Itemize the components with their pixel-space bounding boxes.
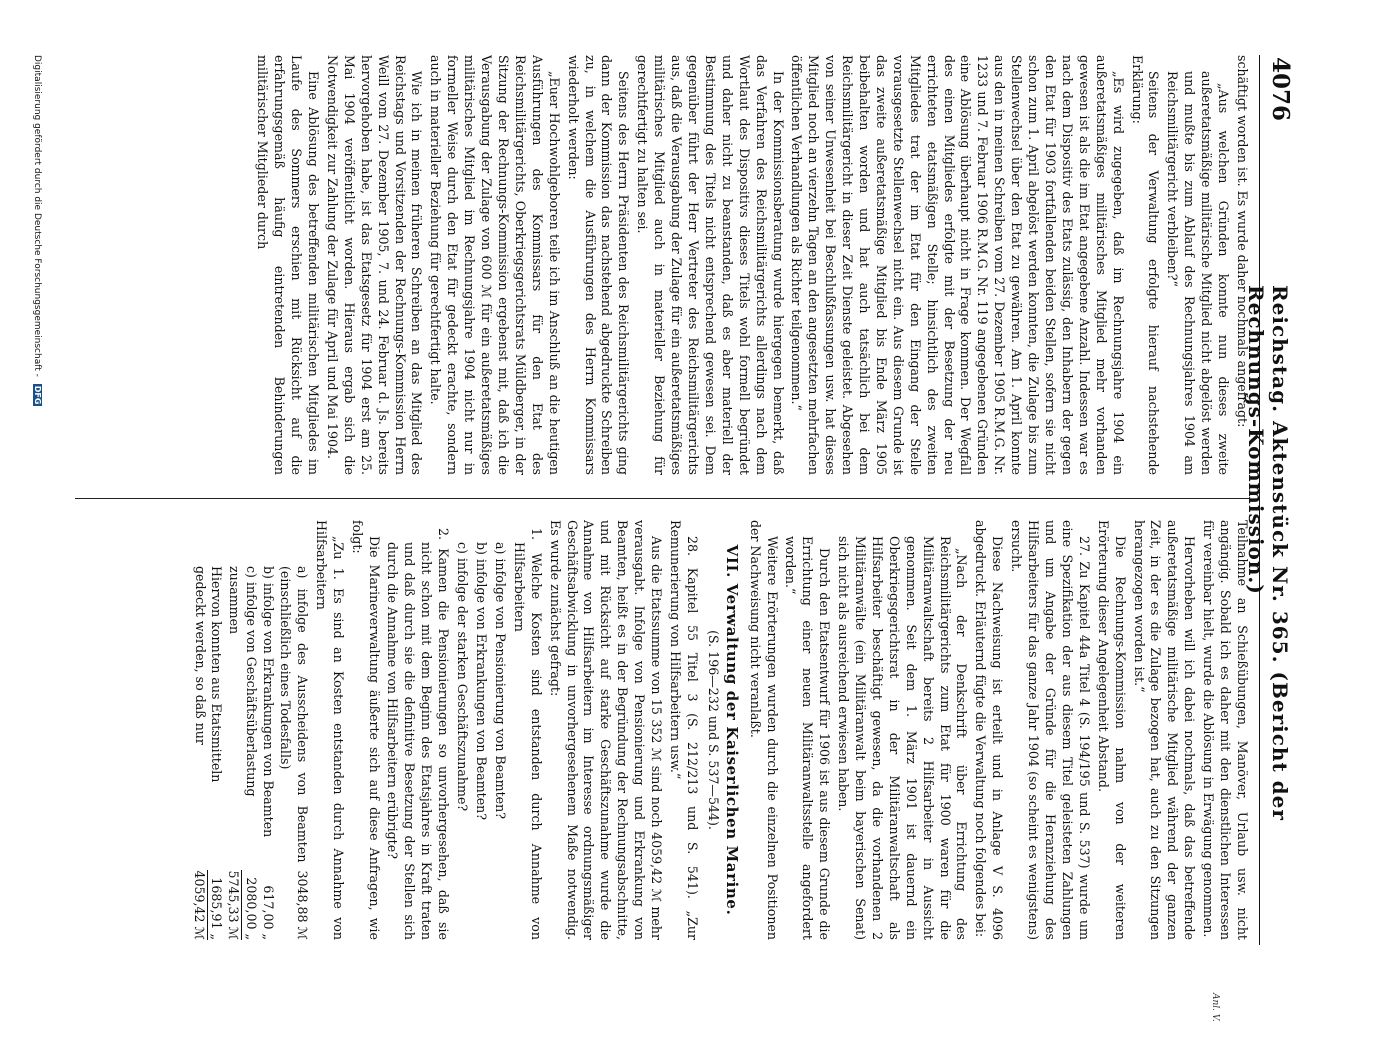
paragraph: Hervorheben will ich dabei nochmals, daß das betreffende außeretatsmäßige militärische Mitglied während der ganzen Zeit, in der es die Zulage bezogen hat, auch zu den Sitzungen herangezogen worden ist.“ (1131, 520, 1198, 940)
page-header (1244, 55, 1300, 945)
subtotal-row (224, 520, 242, 940)
list-text: infolge von Pensionierung von Beamten? (492, 558, 508, 819)
paragraph: Seitens der Verwaltung erfolgte hierauf nachstehende Erklärung: (1129, 55, 1162, 475)
paragraph: Die Rechnungs-Kommission nahm von der weiteren Erörterung dieser Angelegenheit Abstand. (1095, 520, 1128, 940)
paragraph: Wie ich in meinen früheren Schreiben an das Mitglied des Reichstags und Vorsitzenden der Rechnungs-Kommission Herrn Weill vom 27. Dezember 1905, 7. und 24. Februar d. Js. bereits hervorgehoben habe, ist das Etatsgesetz für 1904 erst am 25. Mai 1904 veröffentlicht worden. Hieraus ergab sich die Notwendigkeit zur Zahlung der Zulage für April und Mai 1904. (324, 55, 425, 475)
rotated-page (32, 55, 1300, 1022)
paragraph: In der Kommissionsberatung wurde hiergegen bemerkt, daß das Verfahren des Reichsmilitärgerichts allerdings nach dem Wortlaut des Dispositivs dieses Titels wohl formell begründet und daher nicht zu beanstanden, daß es aber materiell der Bestimmung des Titels nicht entsprechend gewesen sei. Dem gegenüber führt der Herr Vertreter des Reichsmilitärgerichts aus, daß die Verausgabung der Zulage für ein außeretatsmäßiges militärisches Mitglied auch in materieller Beziehung für gerechtfertigt zu halten sei. (635, 55, 786, 475)
amount-value: 2080,00 „ (244, 877, 260, 940)
page-number: 4076 (1267, 57, 1294, 122)
paragraph: „Aus welchen Gründen konnte nun dieses zweite außeretatsmäßige militärische Mitglied nicht abgelöst werden und mußte bis zum Ablauf des Rechnungsjahres 1904 am Reichsmilitärgericht verbleiben?“ (1165, 71, 1232, 475)
list-item (510, 520, 544, 940)
paragraph: Durch den Etatsentwurf für 1906 ist aus diesem Grunde die Errichtung einer neuen Militäranwaltsstelle angefordert worden.“ (783, 536, 833, 940)
list-number: a) (492, 542, 508, 555)
paragraph: 28. Kapitel 55 Titel 3 (S. 212/213 und S. 541). „Zur Remunerierung von Hilfsarbeitern usw.“ (668, 520, 700, 940)
subtotal-value: 5745,33 ℳ (226, 870, 242, 940)
list-number: c) (455, 542, 471, 554)
list-text: Kamen die Pensionierungen so unvorhergesehen, daß sie nicht schon mit dem Beginn des Etatsjahres in Kraft traten und daß durch sie die definitive Besetzung der Stellen sich durch die Annahme von Hilfsarbeitern erübrigte? (385, 542, 452, 940)
margin-note: Anl. V. (1210, 993, 1220, 1022)
amount-value: 3048,88 ℳ (294, 870, 310, 940)
amount-label: a) infolge des Ausscheidens von Beamten (einschließlich eines Todesfalls) (278, 566, 310, 863)
column-divider (75, 498, 1250, 499)
final-label: gedeckt werden, so daß nur (192, 566, 208, 745)
list-item (384, 520, 452, 940)
amount-value: 617,00 „ (261, 885, 277, 940)
deduction-value: 1685,91 „ (209, 877, 225, 940)
deduction-label: Hiervon konnten aus Etatsmitteln (209, 566, 225, 783)
paragraph: schäftigt worden ist. Es wurde daher nochmals angefragt: (1235, 55, 1250, 428)
list-item (491, 520, 508, 940)
paragraph: „Es wird zugegeben, daß im Rechnungsjahre 1904 ein außeretatsmäßiges militärisches Mitglied mehr vorhanden gewesen ist als die im Etat angegebene Anzahl. Indessen war es nach dem Dispositiv des Etats zulässig, den Inhabern der gegen den Etat für 1903 fortfallenden beiden Stellen, sofern sie nicht schon zum 1. April abgelöst werden konnten, die Zulage bis zum Stellenwechsel über den Etat zu gewähren. Am 1. April konnte aus den in meinen Schreiben vom 27. Dezember 1905 R.M.G. Nr. 1233 und 7. Februar 1906 R.M.G. Nr. 119 angegebenen Gründen eine Ablösung überhaupt nicht in Frage kommen. Der Wegfall des einen Mitgliedes erfolgte mit der Besetzung der neu errichteten etatsmäßigen Stelle; hinsichtlich des zweiten Mitgliedes trat der im Etat für den Eingang der Stelle vorausgesetzte Stellenwechsel nicht ein. Aus diesem Grunde ist das zweite außeretatsmäßige Mitglied bis Ende März 1905 beibehalten worden und hat auch tatsächlich bei dem Reichsmilitärgericht in dieser Zeit Dienste geleistet. Abgesehen von seiner Unwesenheit bei Beschlußfassungen usw. hat dieses Mitglied noch an vierzehn Tagen an den angesetzten mehrfachen öffentlichen Verhandlungen als Richter teilgenommen.“ (789, 55, 1126, 475)
paragraph: Die Marineverwaltung äußerte sich auf diese Anfragen, wie folgt: (349, 520, 382, 940)
amount-row (276, 520, 310, 940)
paragraph: Eine Ablösung des betreffenden militärischen Mitgliedes im Laufe des Sommers erschien mit Rücksicht auf die erfahrungsgemäß häufig eintretenden Behinderungen militärischer Mitglieder durch (255, 55, 322, 475)
amount-row (242, 520, 259, 940)
paragraph: „Zu 1. Es sind an Kosten entstanden durch Annahme von Hilfsarbeitern (313, 520, 346, 940)
list-text: infolge von Erkrankungen von Beamten? (474, 559, 490, 821)
subtotal-label: zusammen (227, 566, 243, 635)
amount-label: b) infolge von Erkrankungen von Beamten (261, 566, 277, 838)
dfg-logo: DFG (33, 385, 42, 405)
list-item (472, 520, 489, 940)
left-column (70, 55, 1250, 475)
section-subheading: (S. 196—232 und S. 537—544). (705, 630, 721, 830)
digitization-footer (28, 55, 42, 945)
running-title: Reichstag. Aktenstück Nr. 365. (Bericht der Rechnungs-Kommission.) (1244, 285, 1292, 821)
deduction-row (208, 520, 225, 940)
final-row (190, 520, 208, 940)
amount-row (259, 520, 276, 940)
paragraph: Aus die Etatssumme von 15 352 ℳ sind noch 4059,42 ℳ mehr verausgabt. Infolge von Pensionierung und Erkrankung von Beamten, heißt es in der Begründung der Rechnungsabschnitte, und mit Rücksicht auf starke Geschäftszunahme wurde die Annahme von Hilfsarbeitern im Interesse ordnungsmäßiger Geschäftsabwicklung in unvorhergesehenem Maße notwendig. Es wurde zunächst gefragt: (547, 520, 665, 940)
paragraph: „Euer Hochwohlgeboren teile ich im Anschluß an die heutigen Ausführungen des Kommissars für den Etat des Reichsmilitärgerichts, Oberkriegsgerichtsrats Müldberger, in der Sitzung der Rechnungs-Kommission ergebenst mit, daß ich die Verausgabung der Zulage von 600 ℳ für ein außeretatsmäßiges militärisches Mitglied im Rechnungsjahre 1904 nicht nur in formeller Weise durch den Etat für gedeckt erachte, sondern auch in materieller Beziehung für gerechtfertigt halte. (428, 55, 562, 475)
paragraph: Teilnahme an Schießübungen, Manöver, Urlaub usw. nicht angängig. Sobald ich es daher mit den dienstlichen Interessen für vereinbar hielt, wurde die Ablösung in Erwägung genommen. (1201, 520, 1250, 940)
paragraph: Diese Nachweisung ist erteilt und in Anlage V S. 4096 abgedruckt. Erläuternd fügte die Verwaltung noch folgendes bei: (973, 520, 1006, 940)
footer-text: Digitalisierung gefördert durch die Deutsche Forschungsgemeinschaft - (32, 55, 42, 377)
list-number: b) (474, 542, 490, 555)
paragraph: Seitens des Herrn Präsidenten des Reichsmilitärgerichts ging dann der Kommission das nachstehend abgedruckte Schreiben zu, in welchem die Ausführungen des Herrn Kommissars wiederholt werden: (565, 55, 632, 475)
right-column (70, 520, 1250, 940)
list-item (453, 520, 470, 940)
paragraph: „Nach der Denkschrift über Errichtung des Reichsmilitärgerichts zum Etat für 1900 waren für die Militäranwaltschaft bereits 2 Hilfsarbeiter in Aussicht genommen. Seit dem 1. März 1901 ist dauernd ein Oberkriegsgerichtsrat in der Militäranwaltschaft als Hilfsarbeiter beschäftigt gewesen, da die vorhandenen 2 Militäranwälte (ein Militäranwalt beim bayerischen Senat) sich nicht als ausreichend erwiesen haben. (836, 536, 970, 940)
final-value: 4059,42 ℳ (191, 870, 207, 940)
list-number: 2. (436, 528, 452, 541)
list-text: Welche Kosten sind entstanden durch Annahme von Hilfsarbeitern (511, 542, 544, 940)
amount-label: c) infolge von Geschäftsüberlastung (244, 566, 260, 797)
paragraph: 27. Zu Kapitel 44a Titel 4 (S. 194/195 und S. 537) wurde um eine Spezifikation der aus diesem Titel geleisteten Zahlungen und um Angabe der Gründe für die Heranziehung des Hilfsarbeiters für das ganze Jahr 1904 (so scheint es wenigstens) ersucht. (1009, 520, 1092, 940)
paragraph: Weitere Erörterungen wurden durch die einzelnen Positionen der Nachweisung nicht veranlaßt. (747, 520, 780, 940)
list-number: 1. (528, 528, 544, 541)
list-text: infolge der starken Geschäftszunahme? (455, 557, 471, 812)
section-heading: VII. Verwaltung der Kaiserlichen Marine. (722, 544, 741, 916)
